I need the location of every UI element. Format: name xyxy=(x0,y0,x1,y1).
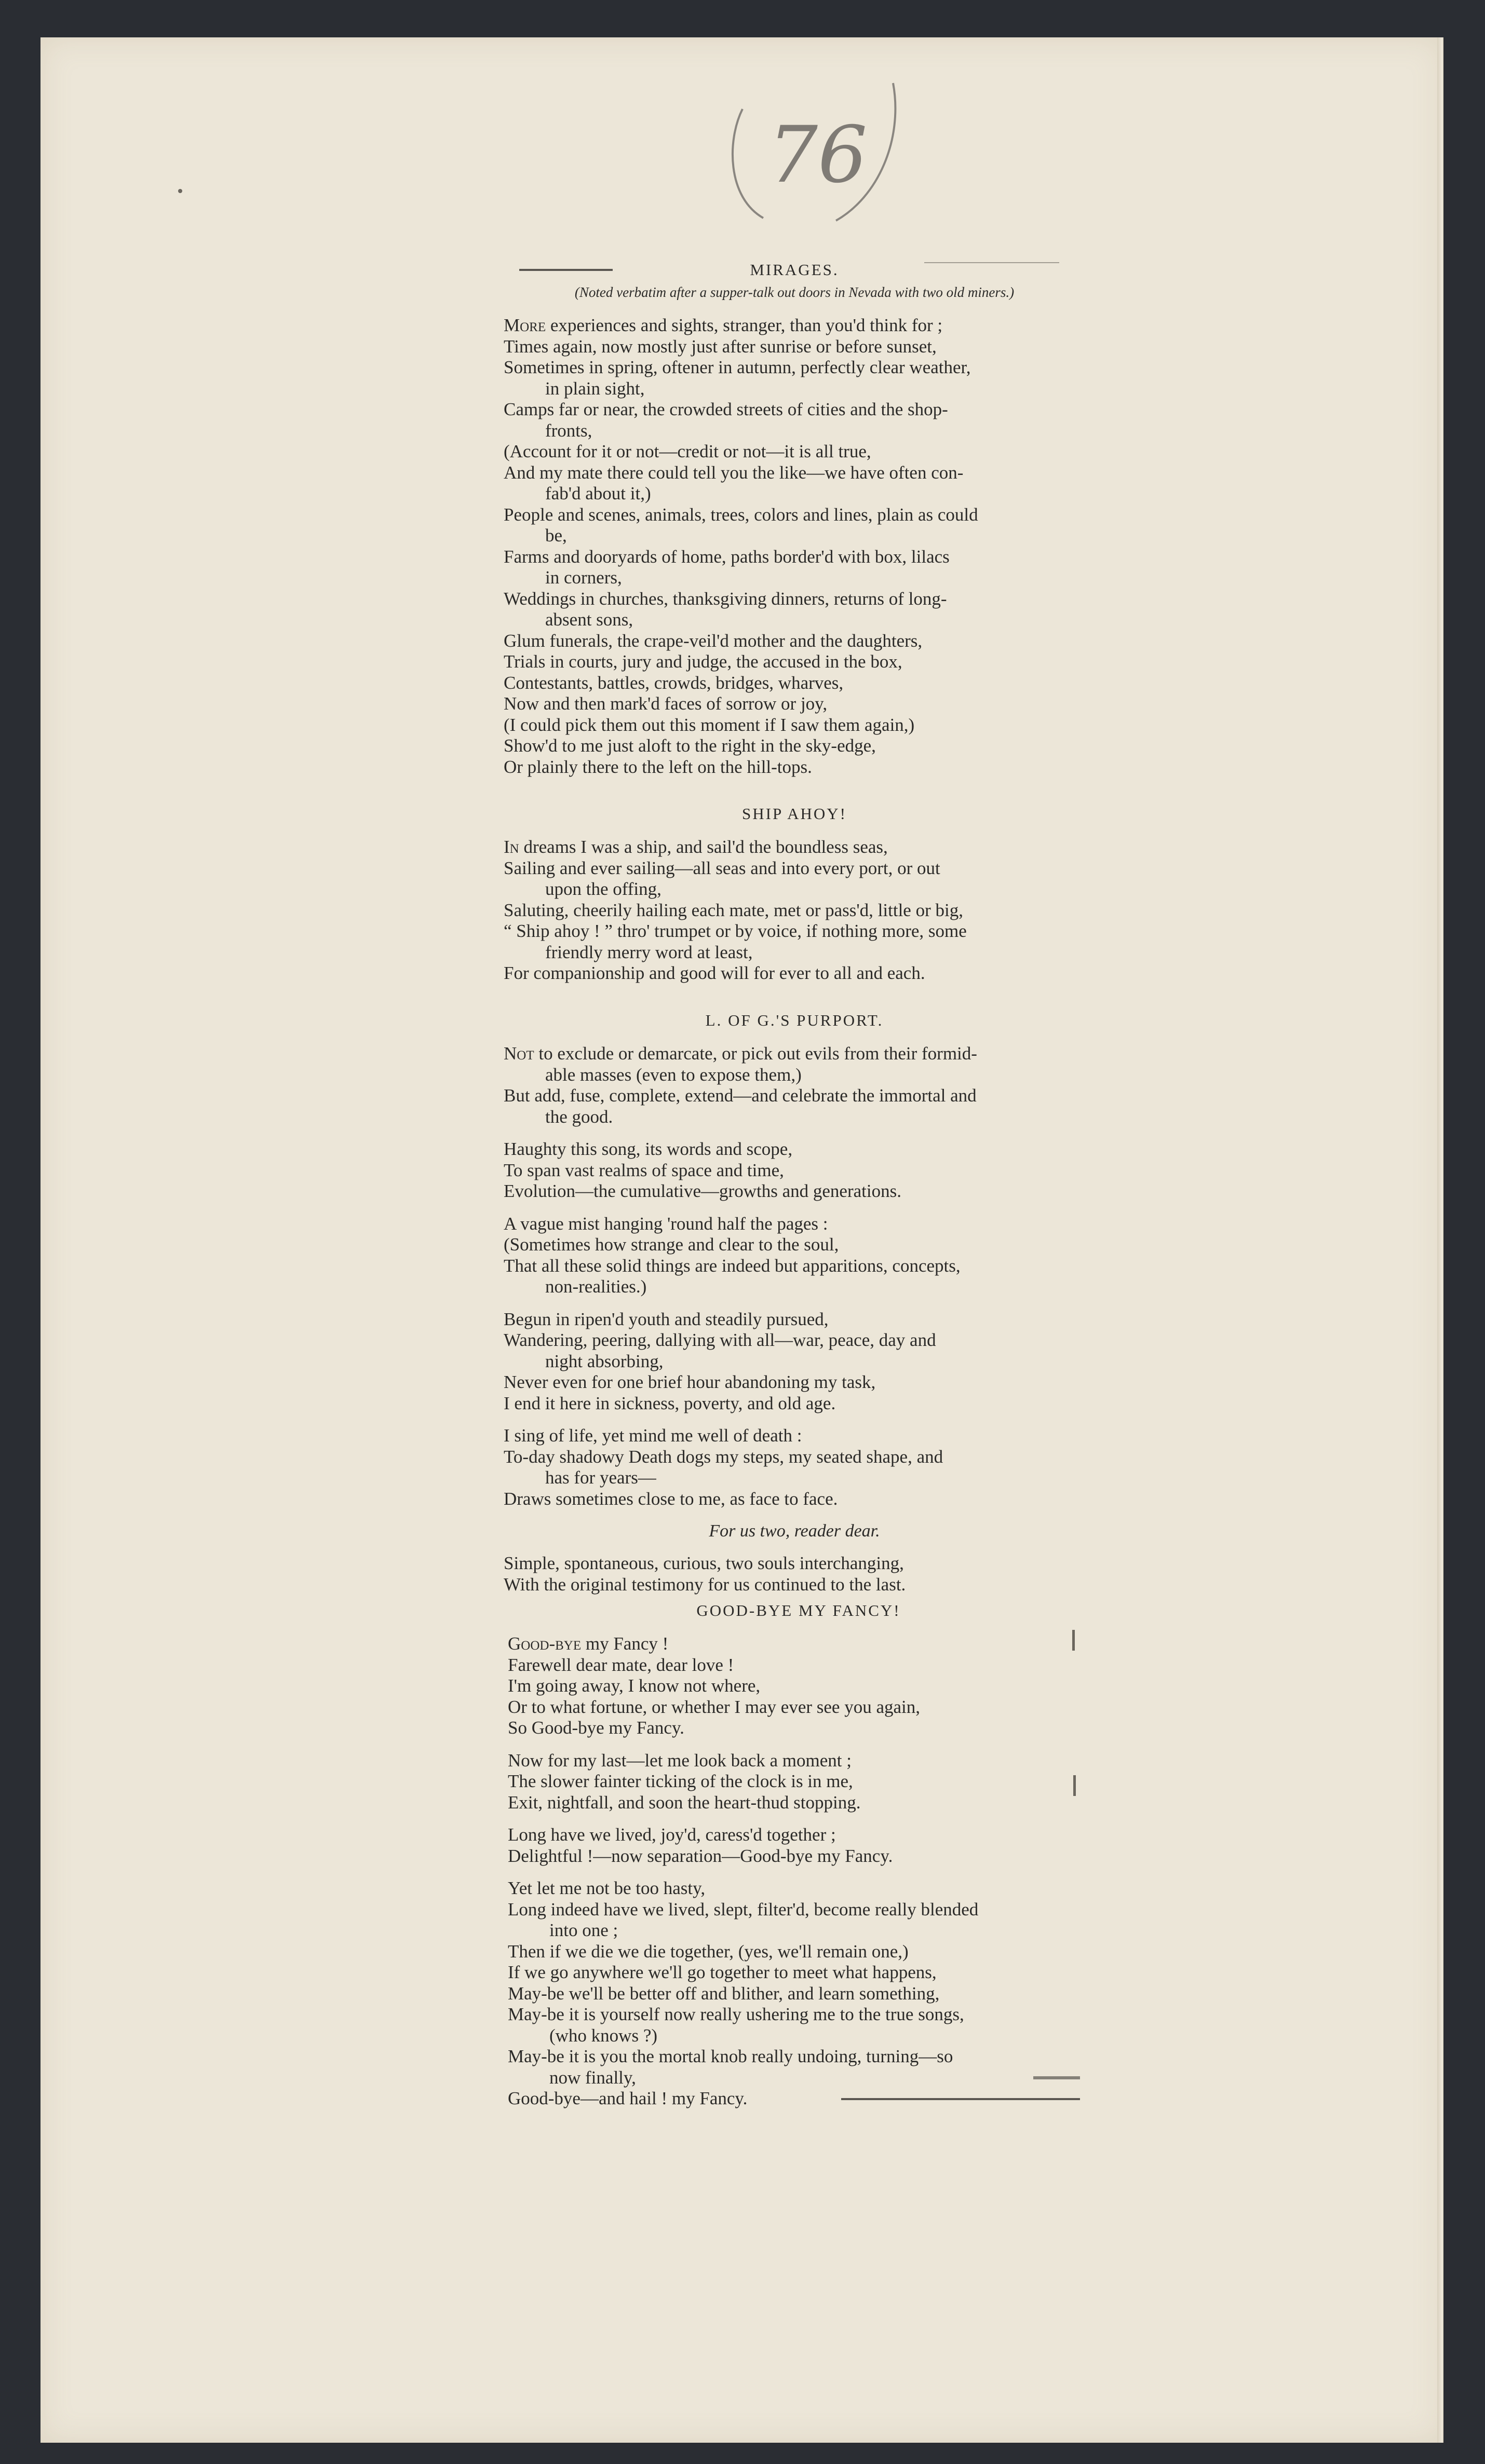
poem-line xyxy=(504,1467,1085,1489)
poem-line xyxy=(508,1750,1089,1772)
folio-mark xyxy=(706,78,935,249)
initial-word: Not xyxy=(504,1043,534,1064)
line-text: Evolution—the cumulative—growths and generations. xyxy=(504,1181,901,1201)
line-text: Long have we lived, joy'd, caress'd together ; xyxy=(508,1825,836,1845)
line-text: Contestants, battles, crowds, bridges, wharves, xyxy=(504,672,844,693)
line-text: fab'd about it,) xyxy=(545,483,651,503)
stanza xyxy=(504,1043,1085,1127)
section-title: L. OF G.'S PURPORT. xyxy=(705,1011,884,1029)
poem-line xyxy=(504,589,1085,610)
line-text: has for years— xyxy=(545,1467,656,1488)
section-good-bye xyxy=(508,1601,1089,2109)
line-text: Or to what fortune, or whether I may ever see you again, xyxy=(508,1696,921,1717)
poem-line xyxy=(504,736,1085,757)
line-text: in plain sight, xyxy=(545,378,645,399)
line-text: in corners, xyxy=(545,567,622,588)
poem-line xyxy=(504,673,1085,694)
line-text: May-be it is you the mortal knob really undoing, turning—so xyxy=(508,2046,953,2066)
section-ship-ahoy xyxy=(504,805,1085,984)
line-text: Delightful !—now separation—Good-bye my Fancy. xyxy=(508,1845,893,1866)
poem-line xyxy=(504,715,1085,736)
line-text: absent sons, xyxy=(545,609,633,630)
line-text: Haughty this song, its words and scope, xyxy=(504,1139,793,1159)
poem-line xyxy=(504,963,1085,984)
line-text: my Fancy ! xyxy=(581,1633,669,1654)
initial-word: In xyxy=(504,837,519,857)
poem-line xyxy=(504,1393,1085,1414)
line-text: to exclude or demarcate, or pick out evils from their formid- xyxy=(534,1043,977,1064)
line-text: And my mate there could tell you the like—we have often con- xyxy=(504,462,964,483)
line-text: Then if we die we die together, (yes, we'll remain one,) xyxy=(508,1941,909,1962)
poem-line xyxy=(504,1574,1085,1596)
line-text: Wandering, peering, dallying with all—war, peace, day and xyxy=(504,1330,936,1350)
poem-line xyxy=(504,879,1085,900)
line-text: non-realities.) xyxy=(545,1276,647,1297)
section-title: MIRAGES. xyxy=(750,261,839,279)
section-subtitle: (Noted verbatim after a supper-talk out doors in Nevada with two old miners.) xyxy=(574,284,1015,300)
line-text: To span vast realms of space and time, xyxy=(504,1160,784,1180)
poem-line xyxy=(508,1878,1089,1899)
poem-line xyxy=(504,858,1085,879)
line-text: Show'd to me just aloft to the right in the sky-edge, xyxy=(504,736,876,756)
poem-line xyxy=(508,2067,1089,2089)
poem-line xyxy=(508,2004,1089,2025)
line-text: Simple, spontaneous, curious, two souls interchanging, xyxy=(504,1553,904,1573)
line-text: dreams I was a ship, and sail'd the boundless seas, xyxy=(519,837,888,857)
poem-line xyxy=(504,1160,1085,1181)
poem-line xyxy=(508,1633,1089,1655)
poem-line xyxy=(508,1718,1089,1739)
poem-line xyxy=(504,1256,1085,1277)
stanza xyxy=(504,315,1085,778)
line-text: May-be we'll be better off and blither, and learn something, xyxy=(508,1983,940,2004)
line-text: I'm going away, I know not where, xyxy=(508,1676,761,1696)
poem-line xyxy=(508,1899,1089,1921)
poem-line xyxy=(504,631,1085,652)
line-text: (I could pick them out this moment if I saw them again,) xyxy=(504,714,915,735)
line-text: Camps far or near, the crowded streets of cities and the shop- xyxy=(504,399,948,419)
line-text: Farewell dear mate, dear love ! xyxy=(508,1654,734,1675)
line-text: Weddings in churches, thanksgiving dinners, returns of long- xyxy=(504,588,947,609)
line-text: Exit, nightfall, and soon the heart-thud stopping. xyxy=(508,1792,861,1813)
poem-line xyxy=(504,505,1085,526)
poem-line xyxy=(504,1139,1085,1160)
stanza xyxy=(508,1750,1089,1814)
line-text: Now and then mark'd faces of sorrow or joy, xyxy=(504,693,828,714)
poem-line xyxy=(504,1107,1085,1128)
poem-line xyxy=(508,1825,1089,1846)
line-text: Never even for one brief hour abandoning my task, xyxy=(504,1372,876,1392)
poem-line xyxy=(504,378,1085,400)
section-title: GOOD-BYE MY FANCY! xyxy=(696,1601,901,1619)
folio-number: 76 xyxy=(768,110,868,200)
poem-line xyxy=(504,357,1085,378)
poem-line xyxy=(504,567,1085,589)
line-text: With the original testimony for us continued to the last. xyxy=(504,1574,906,1595)
stanza xyxy=(504,1425,1085,1509)
poem-line xyxy=(504,483,1085,505)
poem-line xyxy=(508,1676,1089,1697)
poem-line xyxy=(504,900,1085,921)
stanza xyxy=(504,1139,1085,1202)
line-text: into one ; xyxy=(549,1920,618,1940)
poem-line xyxy=(504,1214,1085,1235)
poem-line xyxy=(504,399,1085,420)
line-text: (who knows ?) xyxy=(549,2025,658,2046)
line-text: night absorbing, xyxy=(545,1351,664,1371)
line-text: now finally, xyxy=(549,2067,636,2088)
line-text: The slower fainter ticking of the clock is in me, xyxy=(508,1771,853,1791)
poem-line xyxy=(504,1553,1085,1574)
line-text: Sometimes in spring, oftener in autumn, perfectly clear weather, xyxy=(504,357,971,377)
line-text: Farms and dooryards of home, paths border'd with box, lilacs xyxy=(504,546,950,567)
line-text: Glum funerals, the crape-veil'd mother and the daughters, xyxy=(504,630,923,651)
poem-line xyxy=(508,2025,1089,2047)
poem-line xyxy=(504,1309,1085,1330)
poem-line xyxy=(508,1983,1089,2005)
poem-line xyxy=(508,2046,1089,2067)
poem-line xyxy=(504,837,1085,858)
line-text: That all these solid things are indeed but apparitions, concepts, xyxy=(504,1255,961,1276)
poem-line xyxy=(508,1697,1089,1718)
poem-line xyxy=(504,1521,1085,1542)
poem-line xyxy=(504,1234,1085,1256)
line-text: I sing of life, yet mind me well of death : xyxy=(504,1425,802,1446)
line-text: experiences and sights, stranger, than you'd think for ; xyxy=(546,315,943,335)
poem-line xyxy=(504,1330,1085,1351)
poem-line xyxy=(508,1920,1089,1941)
line-text: For us two, reader dear. xyxy=(709,1521,880,1541)
section-purport xyxy=(504,1011,1085,1595)
stanza xyxy=(504,1521,1085,1542)
line-text: A vague mist hanging 'round half the pages : xyxy=(504,1213,828,1234)
poem-line xyxy=(504,1425,1085,1447)
line-text: Now for my last—let me look back a moment ; xyxy=(508,1750,852,1771)
poem-line xyxy=(504,651,1085,673)
initial-word: Good-bye xyxy=(508,1633,582,1654)
line-text: Or plainly there to the left on the hill-tops. xyxy=(504,756,812,777)
margin-speck xyxy=(178,189,182,193)
line-text: Times again, now mostly just after sunrise or before sunset, xyxy=(504,336,937,357)
poem-line xyxy=(504,525,1085,547)
stanza xyxy=(504,837,1085,984)
poem-line xyxy=(508,1846,1089,1867)
line-text: I end it here in sickness, poverty, and old age. xyxy=(504,1393,836,1413)
line-text: Yet let me not be too hasty, xyxy=(508,1878,706,1898)
stanza xyxy=(508,1878,1089,2109)
poem-line xyxy=(508,1655,1089,1676)
poem-line xyxy=(508,2088,1089,2109)
stanza xyxy=(508,1633,1089,1739)
poem-line xyxy=(504,547,1085,568)
poem-line xyxy=(504,420,1085,442)
poem-line xyxy=(504,441,1085,462)
line-text: So Good-bye my Fancy. xyxy=(508,1718,684,1738)
line-text: Sailing and ever sailing—all seas and into every port, or out xyxy=(504,857,940,878)
poem-line xyxy=(504,1043,1085,1065)
poem-line xyxy=(504,942,1085,963)
line-text: For companionship and good will for ever to all and each. xyxy=(504,963,925,983)
stanza xyxy=(504,1553,1085,1595)
section-title: SHIP AHOY! xyxy=(742,805,847,823)
section-mirages xyxy=(504,261,1085,778)
line-text: (Account for it or not—credit or not—it is all true, xyxy=(504,441,871,461)
poem-line xyxy=(504,609,1085,631)
line-text: fronts, xyxy=(545,420,592,441)
poem-line xyxy=(504,462,1085,484)
line-text: Good-bye—and hail ! my Fancy. xyxy=(508,2088,748,2108)
line-text: Draws sometimes close to me, as face to face. xyxy=(504,1488,838,1509)
poem-line xyxy=(504,315,1085,336)
paper-fold-edge xyxy=(1437,37,1442,2443)
poem-line xyxy=(504,921,1085,942)
line-text: the good. xyxy=(545,1106,613,1127)
line-text: be, xyxy=(545,525,567,546)
poem-line xyxy=(504,1181,1085,1202)
poem-line xyxy=(504,1372,1085,1393)
poem-line xyxy=(508,1792,1089,1814)
line-text: friendly merry word at least, xyxy=(545,942,753,962)
poem-line xyxy=(504,1085,1085,1107)
poem-line xyxy=(504,1447,1085,1468)
poem-line xyxy=(504,1065,1085,1086)
stanza xyxy=(504,1214,1085,1298)
line-text: People and scenes, animals, trees, colors and lines, plain as could xyxy=(504,504,978,525)
line-text: If we go anywhere we'll go together to meet what happens, xyxy=(508,1962,937,1982)
poem-line xyxy=(504,757,1085,778)
initial-word: More xyxy=(504,315,546,335)
poem-line xyxy=(504,693,1085,715)
stanza xyxy=(508,1825,1089,1867)
line-text: Long indeed have we lived, slept, filter'd, become really blended xyxy=(508,1899,979,1920)
line-text: May-be it is yourself now really ushering me to the true songs, xyxy=(508,2004,964,2024)
poem-line xyxy=(504,336,1085,358)
line-text: Begun in ripen'd youth and steadily pursued, xyxy=(504,1309,829,1329)
line-text: But add, fuse, complete, extend—and celebrate the immortal and xyxy=(504,1085,977,1106)
poem-line xyxy=(504,1351,1085,1372)
line-text: To-day shadowy Death dogs my steps, my seated shape, and xyxy=(504,1446,943,1467)
line-text: Saluting, cheerily hailing each mate, met or pass'd, little or big, xyxy=(504,900,963,920)
line-text: “ Ship ahoy ! ” thro' trumpet or by voice, if nothing more, some xyxy=(504,921,967,941)
poem-line xyxy=(508,1962,1089,1983)
poem-line xyxy=(504,1276,1085,1298)
line-text: (Sometimes how strange and clear to the soul, xyxy=(504,1234,839,1255)
poem-line xyxy=(504,1489,1085,1510)
poem-line xyxy=(508,1941,1089,1963)
stanza xyxy=(504,1309,1085,1414)
line-text: able masses (even to expose them,) xyxy=(545,1064,802,1085)
line-text: upon the offing, xyxy=(545,879,662,899)
poem-line xyxy=(508,1771,1089,1792)
line-text: Trials in courts, jury and judge, the accused in the box, xyxy=(504,651,902,672)
